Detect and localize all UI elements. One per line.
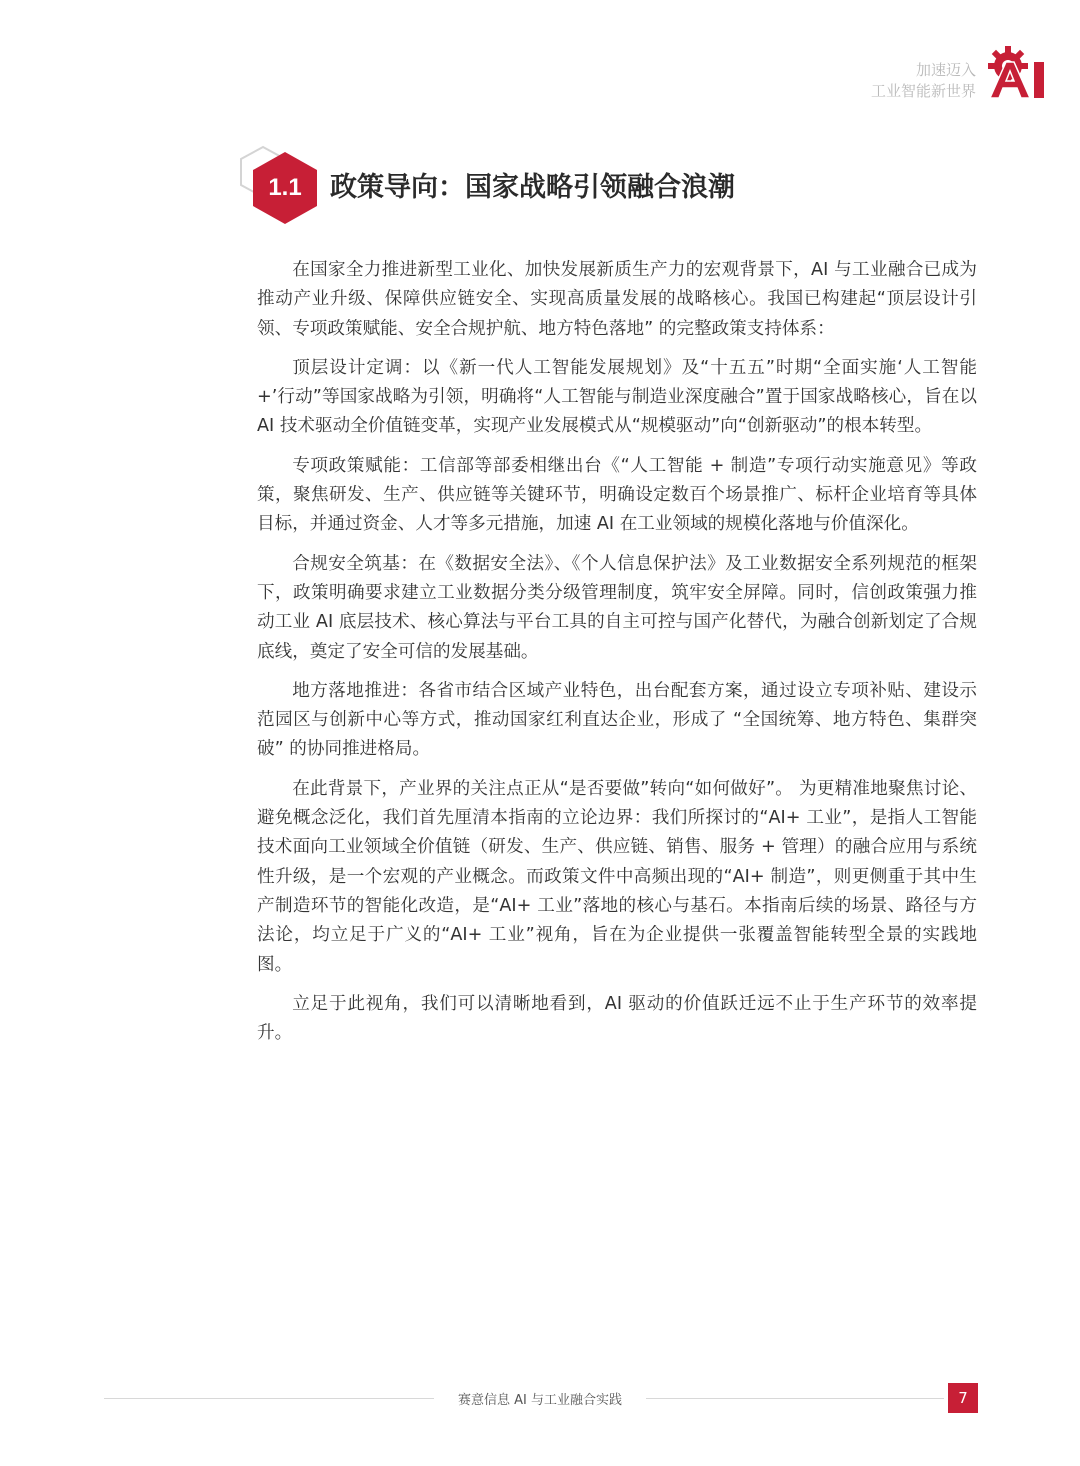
body-content: [257, 256, 977, 1058]
section-heading: [238, 145, 838, 225]
paragraph-compliance-security: 合规安全筑基：在《数据安全法》、《个人信息保护法》及工业数据安全系列规范的框架下，政策明确要求建立工业数据分类分级管理制度，筑牢安全屏障。同时，信创政策强力推动工业 AI 底层技术、核心算法与平台工具的自主可控与国产化替代，为融合创新划定了合规底线，奠定了安全可信的发展基础。: [257, 553, 977, 662]
paragraph-intro: 在国家全力推进新型工业化、加快发展新质生产力的宏观背景下，AI 与工业融合已成为推动产业升级、保障供应链安全、实现高质量发展的战略核心。我国已构建起“顶层设计引领、专项政策赋能、安全合规护航、地方特色落地” 的完整政策支持体系：: [257, 260, 977, 339]
footer-divider-right: [646, 1398, 944, 1399]
paragraph-scope-definition: 在此背景下，产业界的关注点正从“是否要做”转向“如何做好”。 为更精准地聚焦讨论、避免概念泛化，我们首先厘清本指南的立论边界：我们所探讨的“AI+ 工业”，是指人工智能技术面向工业领域全价值链（研发、生产、供应链、销售、服务 + 管理）的融合应用与系统性升级，是一个宏观的产业概念。而政策文件中高频出现的“AI+ 制造”，则更侧重于其中生产制造环节的智能化改造，是“AI+ 工业”落地的核心与基石。本指南后续的场景、路径与方法论，均立足于广义的“AI+ 工业”视角，旨在为企业提供一张覆盖智能转型全景的实践地图。: [257, 778, 977, 975]
page-number: 7: [948, 1383, 978, 1413]
paragraph-special-policy: 专项政策赋能：工信部等部委相继出台《“人工智能 + 制造”专项行动实施意见》等政策，聚焦研发、生产、供应链等关键环节，明确设定数百个场景推广、标杆企业培育等具体目标，并通过资金、人才等多元措施，加速 AI 在工业领域的规模化落地与价值深化。: [257, 455, 977, 535]
paragraph-conclusion: 立足于此视角，我们可以清晰地看到，AI 驱动的价值跃迁远不止于生产环节的效率提升。: [257, 993, 977, 1044]
header-tagline: [871, 60, 976, 102]
paragraph-local-implementation: 地方落地推进：各省市结合区域产业特色，出台配套方案，通过设立专项补贴、建设示范园区与创新中心等方式，推动国家红利直达企业，形成了 “全国统筹、地方特色、集群突破” 的协同推进格局。: [257, 680, 977, 760]
footer-title: 赛意信息 AI 与工业融合实践: [458, 1393, 622, 1408]
tagline-line-1: 加速迈入: [915, 61, 976, 79]
paragraph-top-level-design: 顶层设计定调：以《新一代人工智能发展规划》及“十五五”时期“全面实施‘人工智能 +’行动”等国家战略为引领，明确将“人工智能与制造业深度融合”置于国家战略核心，旨在以 AI 技术驱动全价值链变革，实现产业发展模式从“规模驱动”向“创新驱动”的根本转型。: [257, 357, 977, 437]
ai-gear-logo: [984, 44, 1050, 100]
footer-divider-left: [104, 1398, 434, 1399]
section-number: 1.1: [268, 174, 302, 201]
tagline-line-2: 工业智能新世界: [870, 82, 976, 100]
section-title: 政策导向：国家战略引领融合浪潮: [330, 172, 735, 203]
